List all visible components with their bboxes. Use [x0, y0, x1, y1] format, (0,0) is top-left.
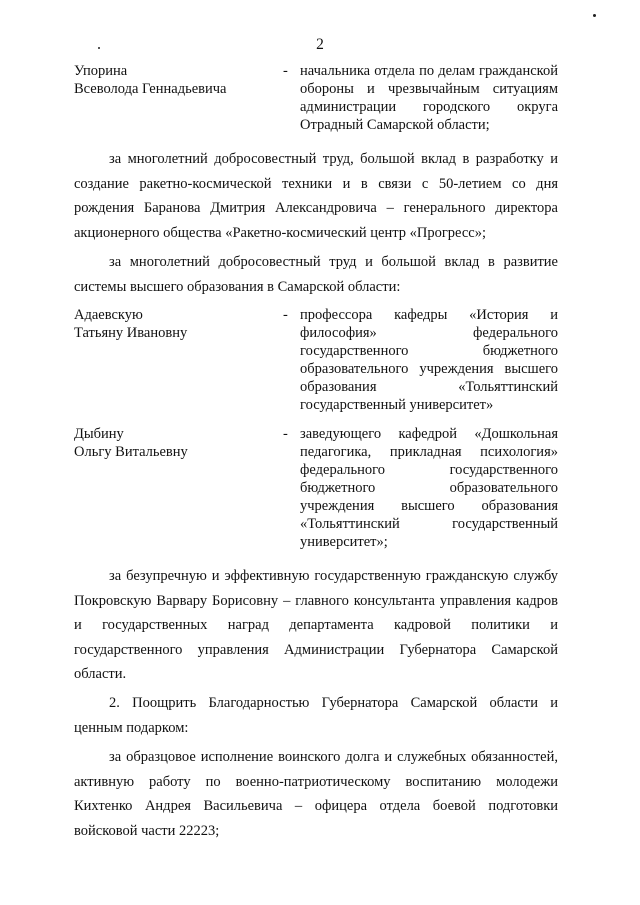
award-entry-adaevskaya — [74, 306, 558, 416]
scan-speck — [593, 14, 596, 17]
paragraph-military-award: за образцовое исполнение воинского долга и служебных обязанностей, активную работу по военно-патриотическому воспитанию молодежи Кихтенко Андрея Васильевича – офицера отдела боевой подготовки войсковой части 22223; — [74, 749, 558, 839]
dash: - — [283, 426, 288, 442]
recipient-name: Дыбину Ольгу Витальевну — [74, 426, 188, 460]
paragraph-rocket-award: за многолетний добросовестный труд, большой вклад в разработку и создание ракетно-космической техники и в связи с 50-летием со дня рождения Баранова Дмитрия Александровича – генерального директора акционерного общества «Ракетно-космический центр «Прогресс»; — [74, 151, 558, 241]
page-number: 2 — [316, 36, 324, 53]
award-entry-uporina — [74, 62, 558, 136]
paragraph-civil-service-award: за безупречную и эффективную государственную гражданскую службу Покровскую Варвару Борисовну – главного консультанта управления кадров и государственных наград департамента кадровой политики и государственного управления Администрации Губернатора Самарской области. — [74, 568, 558, 682]
paragraph-item-2: 2. Поощрить Благодарностью Губернатора Самарской области и ценным подарком: — [74, 695, 558, 736]
dash: - — [283, 307, 288, 323]
recipient-name: Упорина Всеволода Геннадьевича — [74, 63, 227, 97]
recipient-position: профессора кафедры «История и философия» федерального государственного бюджетного образовательного учреждения высшего образования «Тольяттинский государственный университет» — [300, 307, 558, 413]
recipient-position: заведующего кафедрой «Дошкольная педагогика, прикладная психология» федерального государственного бюджетного образовательного учреждения высшего образования «Тольяттинский государственный университет»; — [300, 426, 558, 550]
recipient-name: Адаевскую Татьяну Ивановну — [74, 307, 188, 341]
paragraph-education-award: за многолетний добросовестный труд и большой вклад в развитие системы высшего образования в Самарской области: — [74, 254, 558, 295]
recipient-position: начальника отдела по делам гражданской обороны и чрезвычайным ситуациям администрации городского округа Отрадный Самарской области; — [300, 63, 558, 133]
award-entry-dybina — [74, 425, 558, 553]
dash: - — [283, 63, 288, 79]
